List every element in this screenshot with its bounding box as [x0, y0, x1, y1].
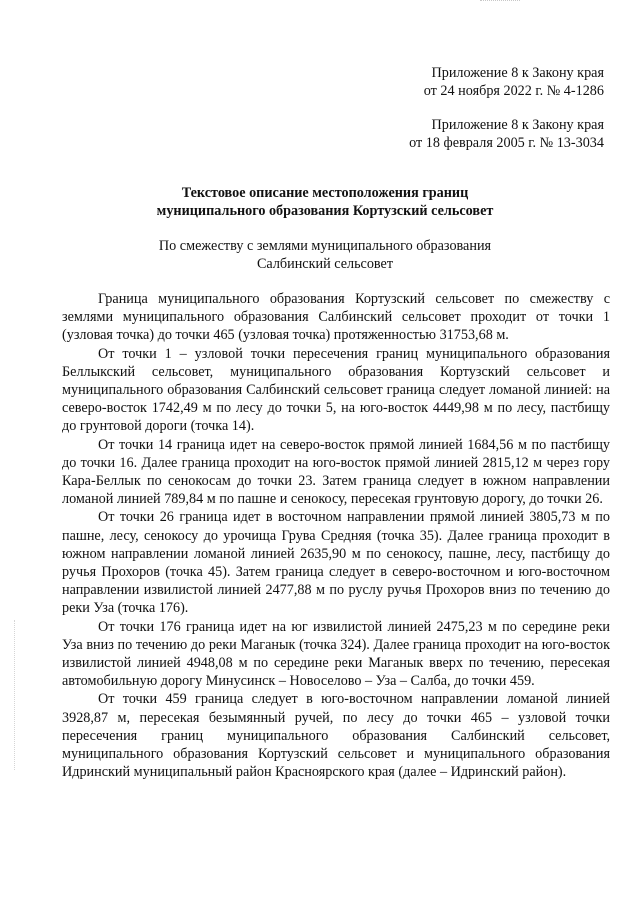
annex-current-line1: Приложение 8 к Закону края — [431, 65, 604, 81]
subtitle-line1: По смежеству с землями муниципального образования — [158, 238, 492, 254]
section-subtitle — [40, 237, 610, 273]
paragraph: От точки 176 граница идет на юг извилистой линией 2475,23 м по середине реки Уза вниз по течению до реки Маганык (точка 324). Далее граница проходит на юго-восток извилистой линией 4948,08 м по середине реки Маганык вверх по течению, пересекая автомобильную дорогу Минусинск – Новоселово – Уза – Салба, до точки 459. — [62, 618, 610, 690]
annex-current-reference — [284, 64, 604, 100]
scan-artifact — [480, 0, 520, 3]
margin-artifact — [14, 620, 16, 770]
annex-original-line1: Приложение 8 к Закону края — [431, 117, 604, 133]
paragraph: От точки 1 – узловой точки пересечения границ муниципального образования Беллыкский сельсовет, муниципального образования Кортузский сельсовет и муниципального образования Салбинский сельсовет граница следует ломаной линией: на северо-восток 1742,49 м по лесу до точки 5, на юго-восток 4449,98 м по лесу, пастбищу до грунтовой дороги (точка 14). — [62, 345, 610, 435]
paragraph: От точки 26 граница идет в восточном направлении прямой линией 3805,73 м по пашне, лесу, сенокосу до урочища Грува Средняя (точка 35). Далее граница проходит в южном направлении ломаной линией 2635,90 м по сенокосу, пашне, лесу, пастбищу до ручья Прохоров (точка 45). Затем граница следует в северо-восточном и юго-восточном направлении извилистой линией 2477,88 м по руслу ручья Прохоров вниз по течению до реки Уза (точка 176). — [62, 509, 610, 617]
paragraph: Граница муниципального образования Кортузский сельсовет по смежеству с землями муниципального образования Салбинский сельсовет проходит от точки 1 (узловая точка) до точки 465 (узловая точка) протяженностью 31753,68 м. — [62, 291, 610, 344]
annex-current-line2: от 24 ноября 2022 г. № 4-1286 — [423, 83, 604, 100]
paragraph: От точки 459 граница следует в юго-восточном направлении ломаной линией 3928,87 м, пересекая безымянный ручей, по лесу до точки 465 – узловой точки пересечения границ муниципального образования Салбинский сельсовет, муниципального образования Кортузский сельсовет и муниципального образования Идринский муниципальный район Красноярского края (далее – Идринский район). — [62, 691, 610, 781]
document-body — [62, 290, 610, 781]
paragraph: От точки 14 граница идет на северо-восток прямой линией 1684,56 м по пастбищу до точки 16. Далее граница проходит на юго-восток прямой линией 2815,12 м через гору Кара-Беллык по сенокосам до точки 23. Затем граница следует в южном направлении ломаной линией 789,84 м по пашне и сенокосу, пересекая грунтовую дорогу, до точки 26. — [62, 436, 610, 508]
title-line2: муниципального образования Кортузский сельсовет — [156, 203, 494, 220]
annex-original-line2: от 18 февраля 2005 г. № 13-3034 — [409, 135, 604, 152]
subtitle-line2: Салбинский сельсовет — [256, 256, 394, 273]
document-title — [40, 184, 610, 220]
title-line1: Текстовое описание местоположения границ — [181, 185, 469, 201]
annex-original-reference — [284, 116, 604, 152]
